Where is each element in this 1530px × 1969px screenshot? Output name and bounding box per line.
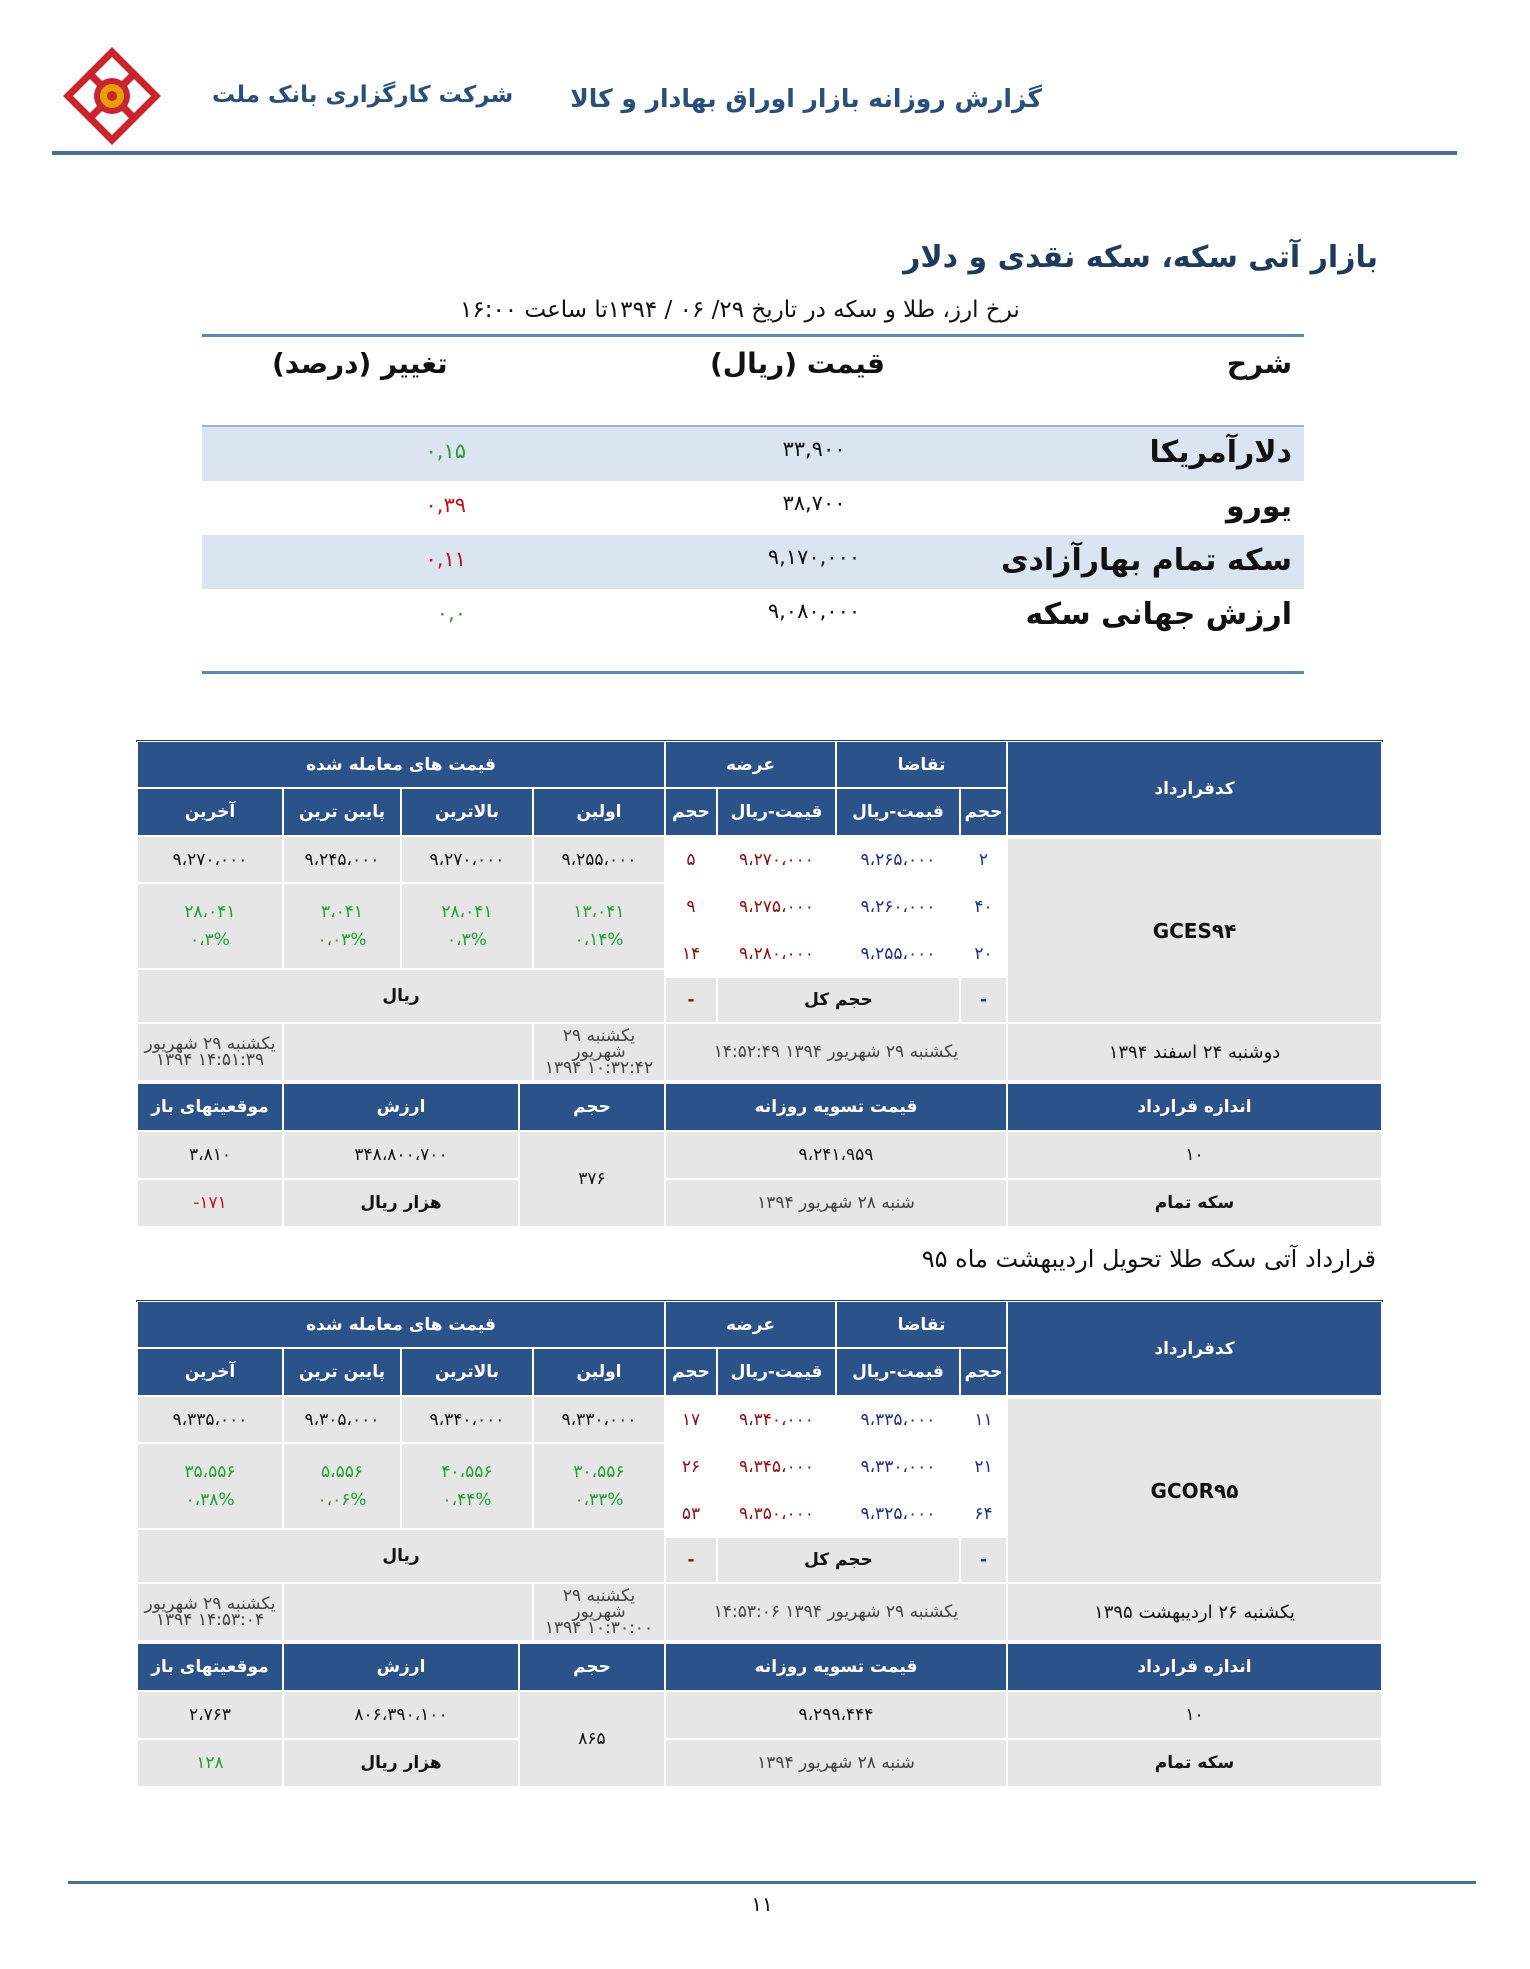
header-price: قیمت (ریال) — [710, 347, 885, 380]
traded-last: ۹،۳۳۵،۰۰۰ — [137, 1396, 283, 1443]
size-header: اندازه قرارداد — [1007, 1083, 1382, 1131]
rate-name: یورو — [1226, 489, 1292, 524]
demand-vol-1: ۱۱ — [960, 1396, 1007, 1443]
rate-row — [202, 481, 1304, 535]
supply-vol-1: ۱۷ — [665, 1396, 717, 1443]
demand-price-1: ۹،۲۶۵،۰۰۰ — [836, 836, 960, 883]
volume-header: حجم — [519, 1083, 665, 1131]
open-positions: ۲،۷۶۳ — [137, 1691, 283, 1739]
settle-header: قیمت تسویه روزانه — [665, 1643, 1007, 1691]
trade-volume: ۳۷۶ — [519, 1131, 665, 1227]
header-desc: شرح — [1226, 347, 1292, 380]
supply-price-2: ۹،۲۷۵،۰۰۰ — [717, 883, 836, 930]
supply-price-2: ۹،۳۴۵،۰۰۰ — [717, 1443, 836, 1490]
total-volume-label: حجم کل — [717, 977, 960, 1023]
supply-total-vol: - — [665, 977, 717, 1023]
demand-vol-3: ۲۰ — [960, 930, 1007, 977]
value-header: ارزش — [283, 1083, 519, 1131]
volume-header: حجم — [519, 1643, 665, 1691]
rate-change: ۰,۱۵ — [425, 439, 466, 463]
value-unit: هزار ریال — [283, 1739, 519, 1787]
header-change: تغییر (درصد) — [272, 347, 448, 380]
demand-price-header: قیمت-ریال — [836, 788, 960, 836]
rate-row — [202, 427, 1304, 481]
traded-high-change: ۴۰،۵۵۶ ۰،۴۴% — [401, 1443, 533, 1529]
supply-vol-header: حجم — [665, 1348, 717, 1396]
rate-price: ۳۸,۷۰۰ — [782, 491, 846, 515]
demand-vol-2: ۴۰ — [960, 883, 1007, 930]
contract-size: ۱۰ — [1007, 1131, 1382, 1179]
settlement-date: شنبه ۲۸ شهریور ۱۳۹۴ — [665, 1739, 1007, 1787]
contract-caption: قرارداد آتی سکه طلا تحویل اردیبهشت ماه ۹۵ — [921, 1245, 1376, 1273]
rate-price: ۹,۱۷۰,۰۰۰ — [767, 545, 861, 569]
company-name: شرکت کارگزاری بانک ملت — [212, 82, 514, 108]
demand-vol-header: حجم — [960, 1348, 1007, 1396]
contract-code: GCES۹۴ — [1007, 838, 1382, 1023]
traded-high: ۹،۲۷۰،۰۰۰ — [401, 836, 533, 883]
demand-price-2: ۹،۲۶۰،۰۰۰ — [836, 883, 960, 930]
demand-price-3: ۹،۳۲۵،۰۰۰ — [836, 1490, 960, 1537]
traded-first: ۹،۳۳۰،۰۰۰ — [533, 1396, 665, 1443]
supply-vol-2: ۹ — [665, 883, 717, 930]
trade-volume: ۸۶۵ — [519, 1691, 665, 1787]
demand-total-vol: - — [960, 1537, 1007, 1583]
footer-divider — [68, 1881, 1476, 1884]
supply-price-1: ۹،۲۷۰،۰۰۰ — [717, 836, 836, 883]
first-header: اولین — [533, 1348, 665, 1396]
contract-unit: سکه تمام — [1007, 1179, 1382, 1227]
open-positions-change: -۱۷۱ — [137, 1179, 283, 1227]
total-volume-label: حجم کل — [717, 1537, 960, 1583]
rate-price: ۳۳,۹۰۰ — [782, 437, 846, 461]
section-title: بازار آتی سکه، سکه نقدی و دلار — [903, 240, 1378, 275]
col-supply-header: عرضه — [665, 741, 836, 788]
col-demand-header: تقاضا — [836, 741, 1007, 788]
rate-change: ۰,۰ — [436, 601, 466, 625]
low-header: پایین ترین — [283, 788, 401, 836]
open-positions: ۳،۸۱۰ — [137, 1131, 283, 1179]
settlement-date: شنبه ۲۸ شهریور ۱۳۹۴ — [665, 1179, 1007, 1227]
traded-last-change: ۳۵،۵۵۶ ۰،۳۸% — [137, 1443, 283, 1529]
traded-first-change: ۳۰،۵۵۶ ۰،۳۳% — [533, 1443, 665, 1529]
size-header: اندازه قرارداد — [1007, 1643, 1382, 1691]
supply-vol-header: حجم — [665, 788, 717, 836]
col-code-header: کدقرارداد — [1007, 741, 1382, 836]
demand-price-2: ۹،۳۳۰،۰۰۰ — [836, 1443, 960, 1490]
col-supply-header: عرضه — [665, 1301, 836, 1348]
value-header: ارزش — [283, 1643, 519, 1691]
high-header: بالاترین — [401, 1348, 533, 1396]
supply-vol-2: ۲۶ — [665, 1443, 717, 1490]
currency-unit: ریال — [137, 969, 665, 1023]
demand-price-header: قیمت-ریال — [836, 1348, 960, 1396]
supply-price-1: ۹،۳۴۰،۰۰۰ — [717, 1396, 836, 1443]
open-positions-change: ۱۲۸ — [137, 1739, 283, 1787]
supply-vol-1: ۵ — [665, 836, 717, 883]
demand-vol-1: ۲ — [960, 836, 1007, 883]
trade-value: ۸۰۶،۳۹۰،۱۰۰ — [283, 1691, 519, 1739]
page-number: ۱۱ — [751, 1892, 773, 1916]
demand-price-1: ۹،۳۳۵،۰۰۰ — [836, 1396, 960, 1443]
maturity-date: دوشنبه ۲۴ اسفند ۱۳۹۴ — [1007, 1023, 1382, 1081]
contract-unit: سکه تمام — [1007, 1739, 1382, 1787]
last-trade-time: یکشنبه ۲۹ شهریور ۱۳۹۴ ۱۴:۵۱:۳۹ — [137, 1023, 283, 1081]
traded-high-change: ۲۸،۰۴۱ ۰،۳% — [401, 883, 533, 969]
last-trade-time: یکشنبه ۲۹ شهریور ۱۳۹۴ ۱۴:۵۳:۰۴ — [137, 1583, 283, 1641]
rate-name: سکه تمام بهارآزادی — [1001, 543, 1292, 578]
last-update-time: یکشنبه ۲۹ شهریور ۱۳۹۴ ۱۴:۵۲:۴۹ — [665, 1023, 1007, 1081]
col-traded-header: قیمت های معامله شده — [137, 741, 665, 788]
traded-last: ۹،۲۷۰،۰۰۰ — [137, 836, 283, 883]
supply-price-header: قیمت-ریال — [717, 1348, 836, 1396]
demand-vol-3: ۶۴ — [960, 1490, 1007, 1537]
rate-row — [202, 535, 1304, 589]
high-header: بالاترین — [401, 788, 533, 836]
supply-price-3: ۹،۳۵۰،۰۰۰ — [717, 1490, 836, 1537]
last-header: آخرین — [137, 788, 283, 836]
company-logo — [62, 46, 162, 146]
report-title: گزارش روزانه بازار اوراق بهادار و کالا — [570, 84, 1042, 113]
rate-change: ۰,۳۹ — [425, 493, 466, 517]
open-pos-header: موقعیتهای باز — [137, 1083, 283, 1131]
supply-total-vol: - — [665, 1537, 717, 1583]
empty-time-cell — [283, 1583, 533, 1641]
low-header: پایین ترین — [283, 1348, 401, 1396]
contract-code: GCOR۹۵ — [1007, 1398, 1382, 1583]
rate-price: ۹,۰۸۰,۰۰۰ — [767, 599, 861, 623]
first-trade-time: یکشنبه ۲۹ شهریور ۱۳۹۴ ۱۰:۳۰:۰۰ — [533, 1583, 665, 1641]
trade-value: ۳۴۸،۸۰۰،۷۰۰ — [283, 1131, 519, 1179]
traded-low-change: ۳،۰۴۱ ۰،۰۳% — [283, 883, 401, 969]
open-pos-header: موقعیتهای باز — [137, 1643, 283, 1691]
supply-price-header: قیمت-ریال — [717, 788, 836, 836]
empty-time-cell — [283, 1023, 533, 1081]
demand-vol-2: ۲۱ — [960, 1443, 1007, 1490]
supply-vol-3: ۵۳ — [665, 1490, 717, 1537]
traded-first: ۹،۲۵۵،۰۰۰ — [533, 836, 665, 883]
traded-low-change: ۵،۵۵۶ ۰،۰۶% — [283, 1443, 401, 1529]
futures-contract-table — [136, 740, 1383, 1213]
col-code-header: کدقرارداد — [1007, 1301, 1382, 1396]
last-header: آخرین — [137, 1348, 283, 1396]
settle-header: قیمت تسویه روزانه — [665, 1083, 1007, 1131]
rate-name: ارزش جهانی سکه — [1025, 597, 1292, 632]
col-demand-header: تقاضا — [836, 1301, 1007, 1348]
first-trade-time: یکشنبه ۲۹ شهریور ۱۳۹۴ ۱۰:۳۲:۴۲ — [533, 1023, 665, 1081]
traded-first-change: ۱۳،۰۴۱ ۰،۱۴% — [533, 883, 665, 969]
demand-vol-header: حجم — [960, 788, 1007, 836]
currency-unit: ریال — [137, 1529, 665, 1583]
settlement-price: ۹،۲۹۹،۴۴۴ — [665, 1691, 1007, 1739]
col-traded-header: قیمت های معامله شده — [137, 1301, 665, 1348]
first-header: اولین — [533, 788, 665, 836]
futures-contract-table — [136, 1300, 1383, 1773]
rate-name: دلارآمریکا — [1149, 435, 1292, 470]
rates-table — [202, 334, 1304, 674]
rate-row — [202, 589, 1304, 643]
traded-low: ۹،۲۴۵،۰۰۰ — [283, 836, 401, 883]
maturity-date: یکشنبه ۲۶ اردیبهشت ۱۳۹۵ — [1007, 1583, 1382, 1641]
traded-last-change: ۲۸،۰۴۱ ۰،۳% — [137, 883, 283, 969]
header-divider — [52, 151, 1457, 155]
traded-high: ۹،۳۴۰،۰۰۰ — [401, 1396, 533, 1443]
contract-size: ۱۰ — [1007, 1691, 1382, 1739]
last-update-time: یکشنبه ۲۹ شهریور ۱۳۹۴ ۱۴:۵۳:۰۶ — [665, 1583, 1007, 1641]
rate-change: ۰,۱۱ — [425, 547, 466, 571]
settlement-price: ۹،۲۴۱،۹۵۹ — [665, 1131, 1007, 1179]
demand-price-3: ۹،۲۵۵،۰۰۰ — [836, 930, 960, 977]
demand-total-vol: - — [960, 977, 1007, 1023]
value-unit: هزار ریال — [283, 1179, 519, 1227]
supply-vol-3: ۱۴ — [665, 930, 717, 977]
traded-low: ۹،۳۰۵،۰۰۰ — [283, 1396, 401, 1443]
supply-price-3: ۹،۲۸۰،۰۰۰ — [717, 930, 836, 977]
section-subtitle: نرخ ارز، طلا و سکه در تاریخ ۲۹/ ۰۶ / ۱۳۹۴تا ساعت ۱۶:۰۰ — [460, 297, 1020, 323]
